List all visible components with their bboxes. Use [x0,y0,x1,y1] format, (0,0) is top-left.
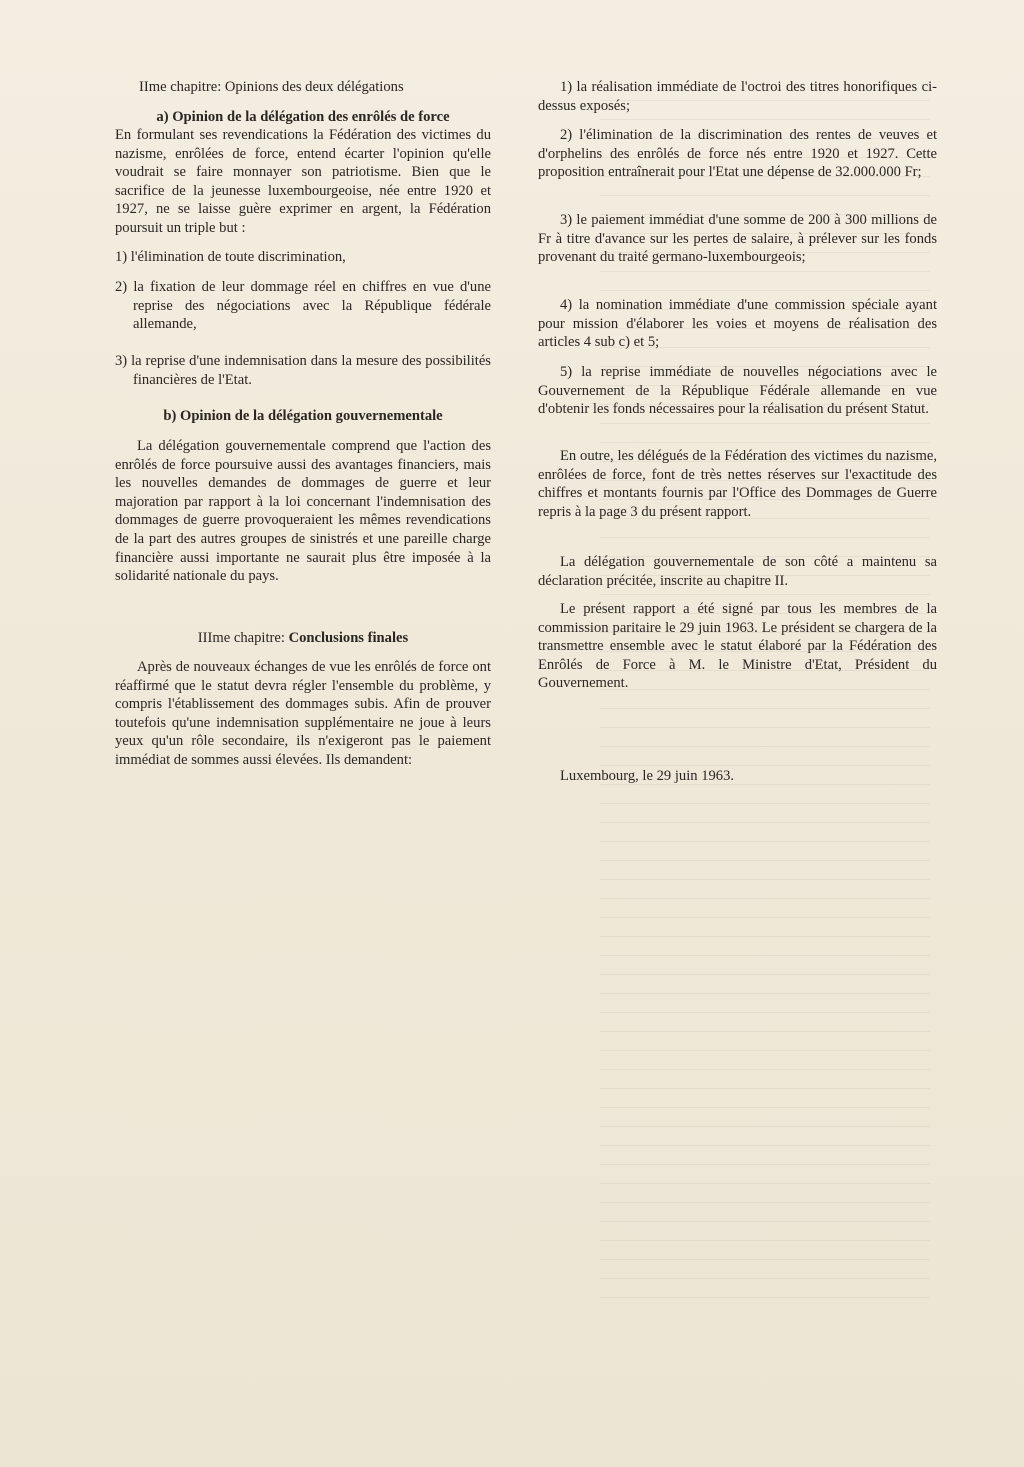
list-item-3: 3) la reprise d'une indemnisation dans la mesure des possibilités financières de l'Etat. [115,353,491,388]
paragraph-b: La délégation gouvernementale comprend que l'action des enrôlés de force poursuive aussi des avantages financiers, mais les nouvelles demandes de dommages de guerre et leur majoration par rapport à la loi concernant l'indemnisation des dommages de guerre provoqueraient les mêmes revendications de la part des autres groupes de sinistrés et une pareille charge financière aussi importante ne saurait plus être imposée à la solidarité nationale du pays. [115,438,491,585]
chapter-iii-title: Conclusions finales [288,630,409,646]
chapter-ii-heading: IIme chapitre: Opinions des deux délégations [139,79,404,95]
chapter-iii-label: IIIme chapitre: [197,630,285,646]
government-paragraph: La délégation gouvernementale de son côté a maintenu sa déclaration précitée, inscrite au chapitre II. [538,554,937,589]
demand-5: 5) la reprise immédiate de nouvelles négociations avec le Gouvernement de la République Fédérale allemande en vue d'obtenir les fonds nécessaires pour la réalisation du présent Statut. [538,364,937,418]
paragraph-a: En formulant ses revendications la Fédération des victimes du nazisme, enrôlées de force, entend écarter l'opinion qu'elle voudrait se faire monnayer son patriotisme. Bien que le sacrifice de la jeunesse luxembourgeoise, née entre 1920 et 1927, ne se laisse guère exprimer en argent, la Fédération poursuit un triple but : [115,127,491,236]
place-date: Luxembourg, le 29 juin 1963. [560,768,735,784]
signature-paragraph: Le présent rapport a été signé par tous les membres de la commission paritaire le 29 juin 1963. Le président se chargera de la transmettre ensemble avec le statut élaboré par la Fédération des Enrôlés de Force à M. le Ministre d'Etat, Président du Gouvernement. [538,601,937,692]
demand-1: 1) la réalisation immédiate de l'octroi des titres honorifiques ci-dessus exposés; [538,79,937,114]
subheading-b: b) Opinion de la délégation gouvernementale [163,408,443,424]
subheading-a: a) Opinion de la délégation des enrôlés de force [156,109,450,125]
list-item-1: 1) l'élimination de toute discrimination, [115,249,346,265]
paragraph-c: Après de nouveaux échanges de vue les enrôlés de force ont réaffirmé que le statut devra régler l'ensemble du problème, y compris l'établissement des dommages subis. Afin de prouver toutefois qu'une indemnisation supplémentaire ne joue à leurs yeux qu'un rôle secondaire, ils n'exigeront pas le paiement immédiat de sommes aussi élevées. Ils demandent: [115,659,491,768]
demand-3: 3) le paiement immédiat d'une somme de 200 à 300 millions de Fr à titre d'avance sur les pertes de salaire, à prélever sur les fonds provenant du traité germano-luxembourgeois; [538,212,937,266]
demand-4: 4) la nomination immédiate d'une commission spéciale ayant pour mission d'élaborer les voies et moyens de réalisation des articles 4 sub c) et 5; [538,297,937,351]
chapter-iii-heading [115,629,491,648]
demand-2: 2) l'élimination de la discrimination des rentes de veuves et d'orphelins des enrôlés de force nés entre 1920 et 1927. Cette proposition entraînerait pour l'Etat une dépense de 32.000.000 Fr; [538,127,937,181]
show-through-texture [600,100,930,1300]
list-item-2: 2) la fixation de leur dommage réel en chiffres en vue d'une reprise des négociations avec la République fédérale allemande, [115,279,491,333]
reservations-paragraph: En outre, les délégués de la Fédération des victimes du nazisme, enrôlées de force, font de très nettes réserves sur l'exactitude des chiffres et montants fournis par l'Office des Dommages de Guerre repris à la page 3 du présent rapport. [538,448,937,520]
